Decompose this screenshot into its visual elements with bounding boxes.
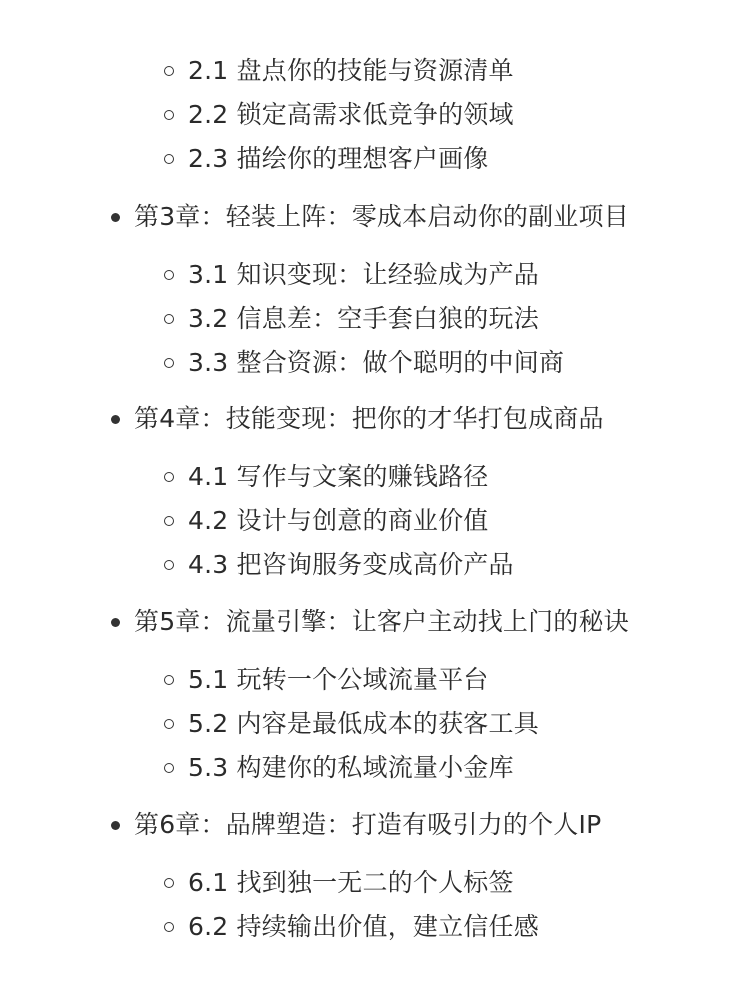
circle-bullet-icon <box>164 472 174 482</box>
list-item <box>0 501 750 541</box>
list-item <box>0 457 750 497</box>
disc-bullet-icon <box>111 415 120 424</box>
list-item <box>0 255 750 295</box>
section-title: 3.2 信息差：空手套白狼的玩法 <box>188 304 539 333</box>
section-title: 5.2 内容是最低成本的获客工具 <box>188 709 539 738</box>
chapter-title: 第5章：流量引擎：让客户主动找上门的秘诀 <box>134 607 629 636</box>
section-title: 2.1 盘点你的技能与资源清单 <box>188 56 514 85</box>
section-title: 2.2 锁定高需求低竞争的领域 <box>188 100 514 129</box>
list-item <box>0 299 750 339</box>
list-item <box>0 51 750 91</box>
section-title: 6.1 找到独一无二的个人标签 <box>188 868 514 897</box>
circle-bullet-icon <box>164 314 174 324</box>
chapter-item <box>0 197 750 237</box>
list-item <box>0 863 750 903</box>
chapter-item <box>0 805 750 845</box>
chapter-item <box>0 399 750 439</box>
circle-bullet-icon <box>164 516 174 526</box>
list-item <box>0 704 750 744</box>
list-item <box>0 95 750 135</box>
section-title: 2.3 描绘你的理想客户画像 <box>188 144 489 173</box>
chapter-title: 第6章：品牌塑造：打造有吸引力的个人IP <box>134 810 602 839</box>
circle-bullet-icon <box>164 66 174 76</box>
circle-bullet-icon <box>164 154 174 164</box>
section-title: 3.1 知识变现：让经验成为产品 <box>188 260 539 289</box>
circle-bullet-icon <box>164 763 174 773</box>
section-title: 4.3 把咨询服务变成高价产品 <box>188 550 514 579</box>
section-title: 4.1 写作与文案的赚钱路径 <box>188 462 489 491</box>
chapter-title: 第4章：技能变现：把你的才华打包成商品 <box>134 404 604 433</box>
circle-bullet-icon <box>164 270 174 280</box>
circle-bullet-icon <box>164 110 174 120</box>
disc-bullet-icon <box>111 213 120 222</box>
list-item <box>0 660 750 700</box>
circle-bullet-icon <box>164 358 174 368</box>
list-item <box>0 545 750 585</box>
section-title: 3.3 整合资源：做个聪明的中间商 <box>188 348 565 377</box>
circle-bullet-icon <box>164 675 174 685</box>
disc-bullet-icon <box>111 618 120 627</box>
list-item <box>0 343 750 383</box>
chapter-title: 第3章：轻装上阵：零成本启动你的副业项目 <box>134 202 629 231</box>
chapter-item <box>0 602 750 642</box>
disc-bullet-icon <box>111 821 120 830</box>
circle-bullet-icon <box>164 719 174 729</box>
circle-bullet-icon <box>164 922 174 932</box>
section-title: 4.2 设计与创意的商业价值 <box>188 506 489 535</box>
circle-bullet-icon <box>164 560 174 570</box>
circle-bullet-icon <box>164 878 174 888</box>
section-title: 5.1 玩转一个公域流量平台 <box>188 665 489 694</box>
section-title: 5.3 构建你的私域流量小金库 <box>188 753 514 782</box>
list-item <box>0 907 750 947</box>
list-item <box>0 748 750 788</box>
section-title: 6.2 持续输出价值，建立信任感 <box>188 912 539 941</box>
list-item <box>0 139 750 179</box>
